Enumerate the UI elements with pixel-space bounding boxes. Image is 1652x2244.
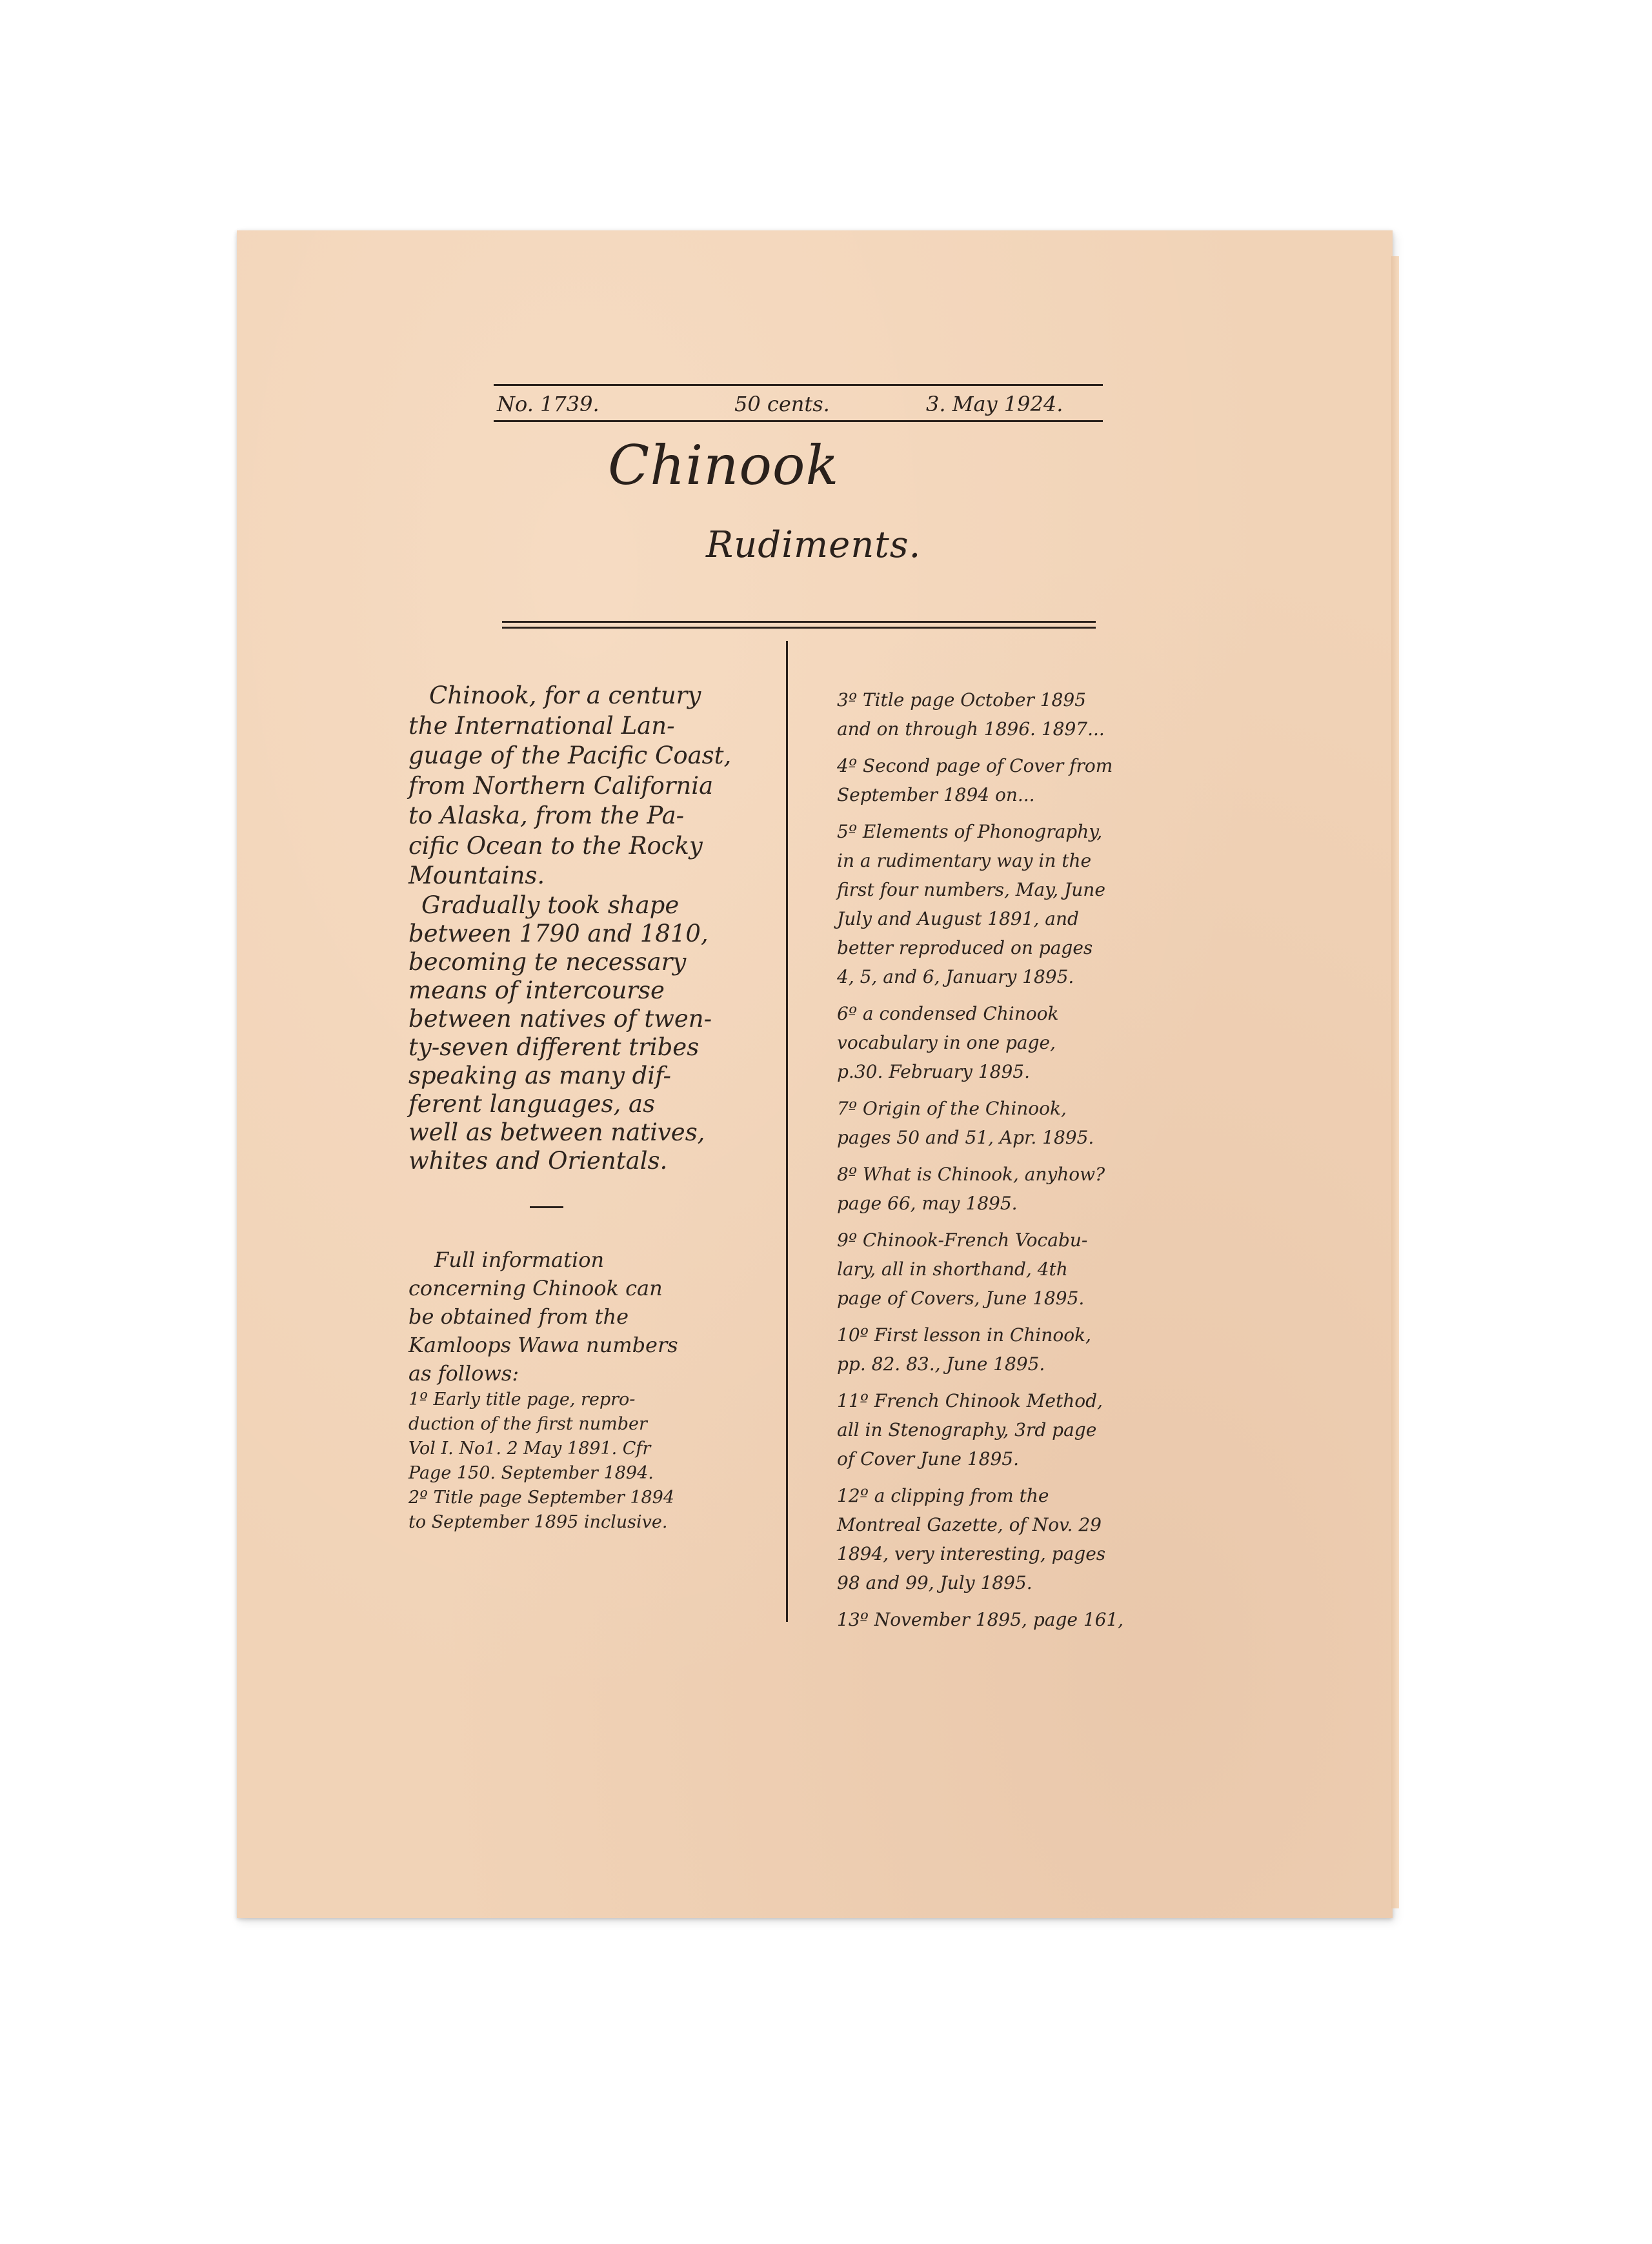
list-item-1: 1º Early title page, repro- duction of the first number Vol I. No1. 2 May 1891. Cfr Page 150. September 1894. (408, 1389, 654, 1483)
list-item-10: 10º First lesson in Chinook, pp. 82. 83., June 1895. (837, 1324, 1091, 1375)
intro-paragraph: Chinook, for a century the International Lan- guage of the Pacific Coast, from Northern California to Alaska, from the Pa- cific Ocean to the Rocky Mountains. (408, 682, 732, 889)
left-column (408, 681, 770, 1535)
page-title: Chinook (608, 434, 840, 497)
list-item-11: 11º French Chinook Method, all in Stenography, 3rd page of Cover June 1895. (837, 1390, 1103, 1470)
column-divider (786, 641, 788, 1622)
header-line (494, 389, 1103, 420)
right-column (837, 685, 1198, 1634)
divider-rule-lower (502, 627, 1096, 629)
page-subtitle: Rudiments. (706, 524, 922, 566)
list-item-8: 8º What is Chinook, anyhow? page 66, may 1895. (837, 1164, 1105, 1214)
list-item-2: 2º Title page September 1894 to September 1895 inclusive. (408, 1487, 675, 1532)
page-edge (1391, 256, 1399, 1908)
issue-number: No. 1739. (497, 392, 599, 416)
header-top-rule (494, 384, 1103, 386)
list-item-4: 4º Second page of Cover from September 1894 on... (837, 755, 1113, 805)
section-dash (530, 1206, 563, 1208)
info-paragraph: Full information concerning Chinook can be obtained from the Kamloops Wawa numbers as follows: (408, 1247, 678, 1386)
list-item-9: 9º Chinook-French Vocabu- lary, all in shorthand, 4th page of Covers, June 1895. (837, 1229, 1088, 1309)
list-item-13: 13º November 1895, page 161, (837, 1609, 1124, 1630)
list-item-6: 6º a condensed Chinook vocabulary in one page, p.30. February 1895. (837, 1003, 1059, 1082)
header-bottom-rule (494, 420, 1103, 422)
list-item-5: 5º Elements of Phonography, in a rudimentary way in the first four numbers, May, June July and August 1891, and better reproduced on pages 4, 5, and 6, January 1895. (837, 821, 1105, 987)
list-item-3: 3º Title page October 1895 and on through 1896. 1897... (837, 689, 1105, 740)
issue-price: 50 cents. (734, 392, 830, 416)
booklet-cover (237, 230, 1393, 1918)
list-item-7: 7º Origin of the Chinook, pages 50 and 51, Apr. 1895. (837, 1098, 1094, 1148)
list-item-12: 12º a clipping from the Montreal Gazette, of Nov. 29 1894, very interesting, pages 98 and 99, July 1895. (837, 1485, 1106, 1593)
issue-date: 3. May 1924. (926, 392, 1063, 416)
divider-rule-upper (502, 621, 1096, 623)
history-paragraph: Gradually took shape between 1790 and 1810, becoming te necessary means of intercourse between natives of twen- ty-seven different tribes speaking as many dif- ferent languages, as well as between natives, whites and Orientals. (408, 891, 712, 1175)
